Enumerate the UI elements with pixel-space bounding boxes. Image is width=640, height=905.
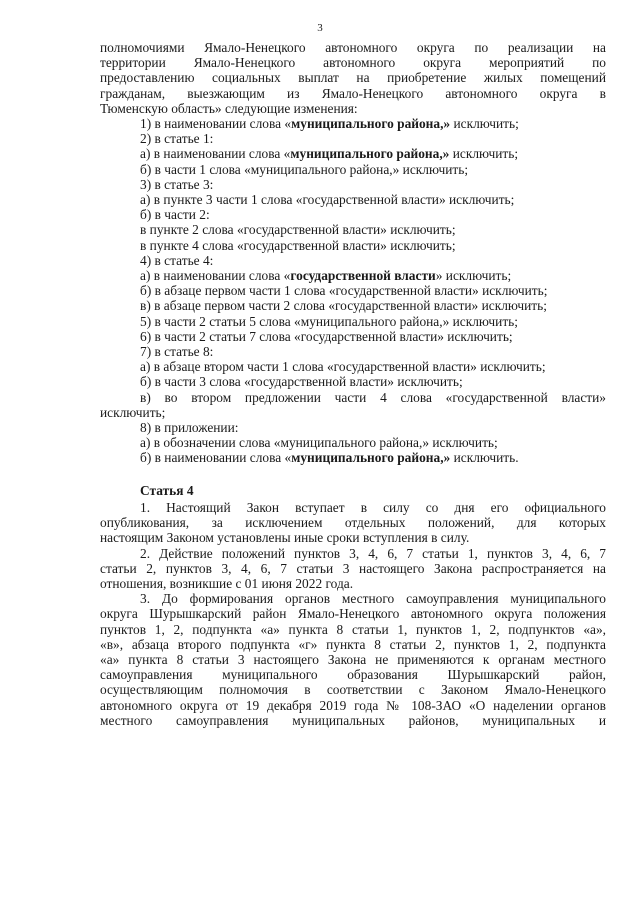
list-item: в) в абзаце первом части 2 слова «государственной власти» исключить; xyxy=(140,298,547,314)
list-item xyxy=(100,268,606,283)
item-text: б) в наименовании слова « xyxy=(140,450,292,466)
list-item: 5) в части 2 статьи 5 слова «муниципального района,» исключить; xyxy=(140,313,519,329)
paragraph-line: статьи 2, пунктов 3, 4, 6, 7 статьи 3 настоящего Закона распространяется на xyxy=(100,560,606,576)
item-bold-text: муниципального района,» xyxy=(291,450,451,466)
intro-line: полномочиями Ямало-Ненецкого автономного округа по реализации на xyxy=(100,40,606,55)
list-item: 6) в части 2 статьи 7 слова «государственной власти» исключить; xyxy=(140,328,513,344)
item-bold-text: государственной власти xyxy=(290,268,436,284)
paragraph-line: местного самоуправления муниципальных районов, муниципальных и xyxy=(100,712,606,728)
list-item: б) в части 3 слова «государственной власти» исключить; xyxy=(140,374,463,390)
paragraph-line: округа Шурышкарский район Ямало-Ненецкого автономного округа положения xyxy=(100,606,606,622)
list-item xyxy=(100,116,606,131)
item-text: » исключить; xyxy=(435,268,512,284)
list-item-continuation: исключить; xyxy=(100,404,166,420)
paragraph-line: автономного округа от 19 декабря 2019 года № 108-ЗАО «О наделении органов xyxy=(100,697,606,713)
item-bold-text: муниципального района,» xyxy=(290,146,450,162)
list-item: б) в части 2: xyxy=(140,207,210,223)
page-number: 3 xyxy=(317,22,323,34)
intro-line: территории Ямало-Ненецкого автономного округа мероприятий по xyxy=(100,55,606,71)
list-item: а) в пункте 3 части 1 слова «государственной власти» исключить; xyxy=(140,192,515,208)
list-item: в пункте 4 слова «государственной власти» исключить; xyxy=(140,237,456,253)
paragraph-line: «в», абзаца второго подпункта «г» пункта 8 статьи 2, пунктов 1, 2, подпункта xyxy=(100,636,606,652)
list-item: 7) в статье 8: xyxy=(140,344,214,360)
list-item: 8) в приложении: xyxy=(140,420,239,436)
item-text: а) в наименовании слова « xyxy=(140,146,291,162)
document-body xyxy=(100,40,606,728)
paragraph-line: осуществляющим полномочия в соответствии с Законом Ямало-Ненецкого xyxy=(100,682,606,698)
list-item: б) в части 1 слова «муниципального района,» исключить; xyxy=(140,161,469,177)
list-item: 3) в статье 3: xyxy=(140,176,214,192)
list-item: а) в абзаце втором части 1 слова «государственной власти» исключить; xyxy=(140,359,546,375)
list-item xyxy=(100,450,606,465)
list-item: в) во втором предложении части 4 слова «государственной власти» xyxy=(140,389,606,405)
list-item: в пункте 2 слова «государственной власти» исключить; xyxy=(140,222,456,238)
paragraph-line: 2. Действие положений пунктов 3, 4, 6, 7 статьи 1, пунктов 3, 4, 6, 7 xyxy=(140,545,606,561)
list-item: 4) в статье 4: xyxy=(140,252,214,268)
item-text: а) в наименовании слова « xyxy=(140,268,291,284)
paragraph-line: самоуправления муниципального образования Шурышкарский район, xyxy=(100,667,606,683)
intro-line: предоставлению социальных выплат на приобретение жилых помещений xyxy=(100,70,606,86)
paragraph-line: 1. Настоящий Закон вступает в силу со дня его официального xyxy=(140,499,606,515)
item-text: исключить. xyxy=(450,450,519,466)
intro-line: гражданам, выезжающим из Ямало-Ненецкого автономного округа в xyxy=(100,85,606,101)
item-text: исключить; xyxy=(450,116,519,132)
spacer xyxy=(100,466,606,481)
paragraph-line: настоящим Законом установлены иные сроки вступления в силу. xyxy=(100,530,470,546)
list-item: а) в обозначении слова «муниципального района,» исключить; xyxy=(140,435,498,451)
item-text: 1) в наименовании слова « xyxy=(140,116,292,132)
item-bold-text: муниципального района,» xyxy=(291,116,451,132)
paragraph-line: пунктов 1, 2, подпункта «а» пункта 8 статьи 1, пунктов 1, 2, подпунктов «а», xyxy=(100,621,606,637)
article-heading: Статья 4 xyxy=(140,482,194,498)
intro-line: Тюменскую область» следующие изменения: xyxy=(100,100,358,116)
list-item xyxy=(100,146,606,161)
paragraph-line: опубликования, за исключением отдельных положений, для которых xyxy=(100,515,606,531)
paragraph-line: «а» пункта 8 статьи 3 настоящего Закона не применяются к органам местного xyxy=(100,651,606,667)
list-item: 2) в статье 1: xyxy=(140,131,214,147)
paragraph-line: отношения, возникшие с 01 июня 2022 года. xyxy=(100,575,354,591)
list-item: б) в абзаце первом части 1 слова «государственной власти» исключить; xyxy=(140,283,548,299)
paragraph-line: 3. До формирования органов местного самоуправления муниципального xyxy=(140,591,606,607)
item-text: исключить; xyxy=(449,146,519,162)
